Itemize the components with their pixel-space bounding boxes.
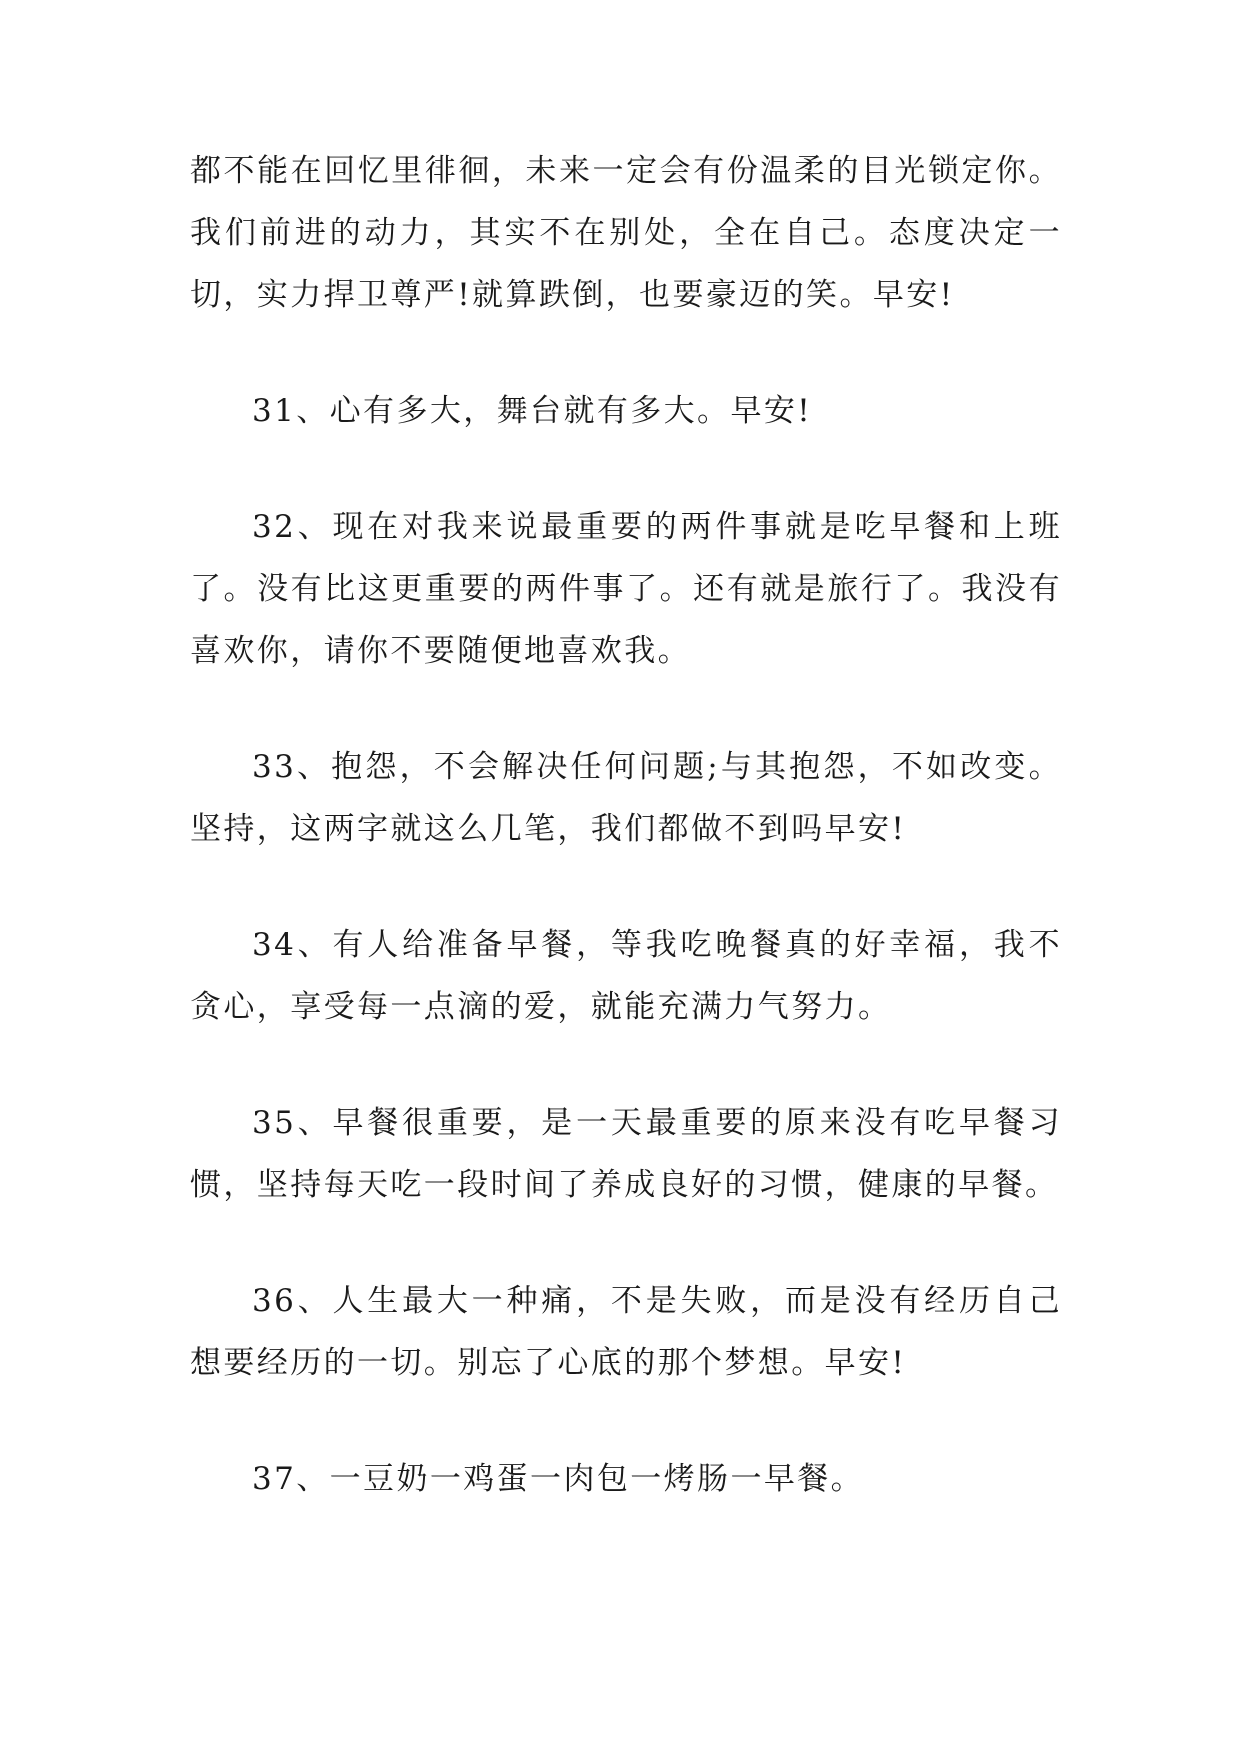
paragraph-34: 34、有人给准备早餐，等我吃晚餐真的好幸福，我不贪心，享受每一点滴的爱，就能充满力气努力。 (190, 927, 1062, 1025)
paragraph-31: 31、心有多大，舞台就有多大。早安! (252, 393, 813, 429)
paragraph-35: 35、早餐很重要，是一天最重要的原来没有吃早餐习惯，坚持每天吃一段时间了养成良好的习惯，健康的早餐。 (190, 1105, 1062, 1203)
paragraph-continuation: 都不能在回忆里徘徊，未来一定会有份温柔的目光锁定你。我们前进的动力，其实不在别处，全在自己。态度决定一切，实力捍卫尊严!就算跌倒，也要豪迈的笑。早安! (190, 153, 1062, 313)
paragraph-36: 36、人生最大一种痛，不是失败，而是没有经历自己想要经历的一切。别忘了心底的那个梦想。早安! (190, 1283, 1062, 1381)
paragraph-32: 32、现在对我来说最重要的两件事就是吃早餐和上班了。没有比这更重要的两件事了。还有就是旅行了。我没有喜欢你，请你不要随便地喜欢我。 (190, 509, 1062, 669)
document-body (190, 140, 1062, 1510)
paragraph-37: 37、一豆奶一鸡蛋一肉包一烤肠一早餐。 (252, 1461, 865, 1497)
paragraph-33: 33、抱怨，不会解决任何问题;与其抱怨，不如改变。坚持，这两字就这么几笔，我们都做不到吗早安! (190, 749, 1062, 847)
